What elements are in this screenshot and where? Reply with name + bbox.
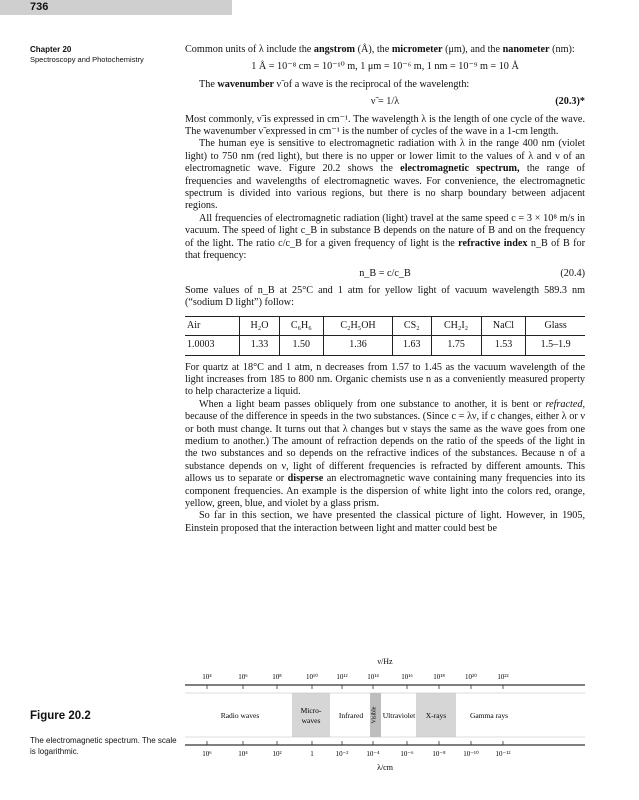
- wave-tick: 10⁴: [238, 750, 248, 758]
- chapter-sidebar: [30, 45, 190, 65]
- wave-tick: 10⁻⁸: [432, 750, 446, 758]
- page-number: 736: [30, 1, 49, 13]
- units-equation: 1 Å = 10⁻⁸ cm = 10⁻¹⁰ m, 1 μm = 10⁻⁶ m, 1 nm = 10⁻⁹ m = 10 Å: [251, 61, 519, 73]
- paragraph: The wavenumber ν̃ of a wave is the reciprocal of the wavelength:: [199, 78, 470, 90]
- wave-tick: 10⁻¹⁰: [463, 750, 479, 758]
- paragraph: Most commonly, ν̃ is expressed in cm⁻¹. The wavelength λ is the length of one cycle of the wave. The wavenumber ν̃ expressed in cm⁻¹ is the number of cycles of the wave in a 1-cm length.: [185, 113, 585, 138]
- freq-tick: 10¹⁰: [306, 673, 318, 681]
- frequency-axis-label: ν/Hz: [377, 657, 393, 666]
- equation-20-4: n_B = c/c_B (20.4): [359, 267, 585, 279]
- paragraph: Some values of n_B at 25°C and 1 atm for yellow light of vacuum wavelength 589.3 nm (“sodium D light”) follow:: [185, 284, 585, 309]
- freq-tick: 10²²: [497, 673, 509, 681]
- wave-tick: 1: [310, 750, 314, 758]
- freq-tick: 10⁶: [238, 673, 248, 681]
- chapter-title: Spectroscopy and Photochemistry: [30, 55, 144, 64]
- wave-tick: 10⁻²: [335, 750, 349, 758]
- wave-tick: 10⁻⁴: [366, 750, 380, 758]
- paragraph: When a light beam passes obliquely from one substance to another, it is bent or refracted, because of the difference in speeds in the two substances. (Since c = λν, if c changes, either λ or ν or both must change. It turns out that λ changes but ν stays the same as the wave goes from one medium to another.) The amount of refraction depends on the ratio of the speeds of the light in the two substances and so depends on the refractive indices of the substances. Because n of a substance depends on ν, light of different frequencies is refracted by different amounts. This allows us to separate or disperse an electromagnetic wave containing many frequencies into its component frequencies. An example is the dispersion of white light into the colors red, orange, yellow, green, blue, and violet by a glass prism.: [185, 398, 585, 509]
- freq-tick: 10¹⁸: [433, 673, 445, 681]
- refractive-index-table: [185, 316, 585, 356]
- wave-tick: 10⁻¹²: [495, 750, 511, 758]
- table-row: 1.0003 1.33 1.50 1.36 1.63 1.75 1.53 1.5–1.9: [185, 336, 585, 355]
- wave-tick: 10⁶: [202, 750, 212, 758]
- figure-caption: The electromagnetic spectrum. The scale is logarithmic.: [30, 736, 177, 756]
- freq-tick: 10²⁰: [465, 673, 477, 681]
- equation-20-3: ν̃ = 1/λ (20.3)*: [370, 96, 585, 108]
- freq-tick: 10¹⁴: [367, 673, 379, 681]
- figure-label: Figure 20.2: [30, 710, 91, 722]
- region-radio: Radio waves: [220, 711, 260, 720]
- region-gamma: Gamma rays: [469, 711, 509, 720]
- paragraph: All frequencies of electromagnetic radiation (light) travel at the same speed c = 3 × 10⁸ m/s in vacuum. The speed of light c_B in substance B depends on the nature of B and on the frequency of the light. The ratio c/c_B for a given frequency of light is the refractive index n_B of B for that frequency:: [185, 212, 585, 262]
- wave-tick: 10⁻⁶: [400, 750, 414, 758]
- region-xrays: X-rays: [425, 711, 447, 720]
- wavelength-ticks: [202, 750, 510, 758]
- paragraph: For quartz at 18°C and 1 atm, n decreases from 1.57 to 1.45 as the vacuum wavelength of the light increases from 185 to 800 nm. Organic chemists use n as a conveniently measured property to help characterize a liquid.: [185, 361, 585, 398]
- paragraph: So far in this section, we have presented the classical picture of light. However, in 1905, Einstein proposed that the interaction between light and matter could best be: [185, 510, 585, 534]
- region-micro: waves: [301, 716, 321, 725]
- freq-tick: 10⁴: [202, 673, 212, 681]
- table-row: Air H₂O C₆H₆ C₂H₅OH CS₂ CH₂I₂ NaCl Glass: [185, 316, 585, 335]
- wave-tick: 10²: [272, 750, 282, 758]
- freq-tick: 10¹²: [336, 673, 348, 681]
- region-micro: Micro-: [300, 706, 322, 715]
- paragraph: Common units of λ include the angstrom (Å), the micrometer (μm), and the nanometer (nm):: [185, 44, 575, 55]
- freq-tick: 10⁸: [272, 673, 282, 681]
- frequency-ticks: [202, 673, 508, 681]
- region-infrared: Infrared: [338, 711, 364, 720]
- main-text: [185, 44, 585, 535]
- spectrum-diagram: [185, 655, 585, 775]
- region-ultraviolet: Ultraviolet: [382, 711, 416, 720]
- microwave-band: [292, 693, 330, 737]
- paragraph: The human eye is sensitive to electromagnetic radiation with λ in the range 400 nm (violet light) to 750 nm (red light), but there is no upper or lower limit to the values of λ and ν of an electromagnetic wave. Figure 20.2 shows the electromagnetic spectrum, the range of frequencies and wavelengths of electromagnetic waves. For convenience, the electromagnetic spectrum is divided into various regions, but there is no sharp boundary between adjacent regions.: [185, 138, 585, 212]
- equation-number: (20.3)*: [555, 96, 585, 108]
- wavelength-axis-label: λ/cm: [377, 763, 393, 772]
- equation-number: (20.4): [560, 267, 585, 279]
- chapter-number: Chapter 20: [30, 45, 72, 54]
- region-visible: Visible: [371, 706, 378, 724]
- freq-tick: 10¹⁶: [401, 673, 413, 681]
